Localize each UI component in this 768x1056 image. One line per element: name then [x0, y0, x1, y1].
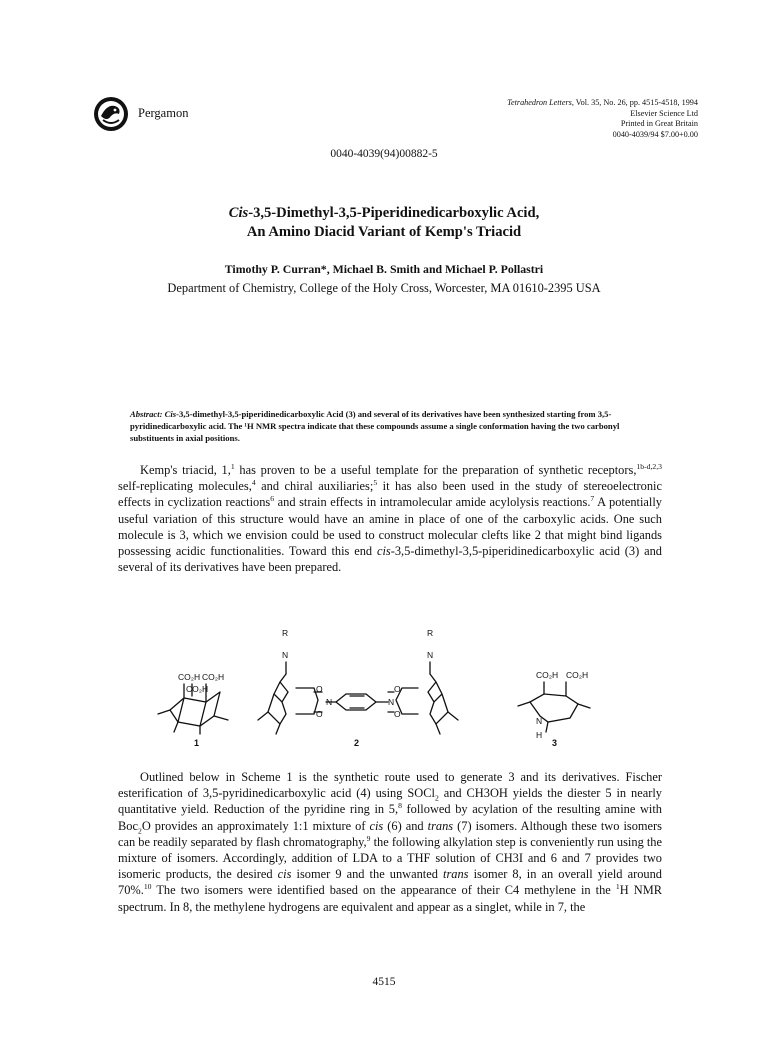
- svg-text:CO₂H: CO₂H: [186, 684, 209, 694]
- svg-text:O: O: [394, 684, 401, 694]
- svg-text:CO₂H: CO₂H: [566, 670, 589, 680]
- structure-3: [518, 682, 590, 732]
- price-line: 0040-4039/94 $7.00+0.00: [612, 129, 698, 139]
- paper-title: Cis-3,5-Dimethyl-3,5-Piperidinedicarboxylic Acid, An Amino Diacid Variant of Kemp's Triacid: [228, 205, 540, 240]
- svg-text:N: N: [282, 650, 289, 660]
- svg-text:N: N: [326, 697, 333, 707]
- svg-text:N: N: [536, 716, 543, 726]
- printed-line: Printed in Great Britain: [620, 119, 698, 129]
- svg-text:R: R: [427, 628, 434, 638]
- body-paragraph-2: Outlined below in Scheme 1 is the synthetic route used to generate 3 and its derivatives. Fischer esterification of 3,5-pyridinedicarboxylic acid (4) using SOCl$_2$ and CH3OH yields the diester 5 in nearly quantitative yield. Reduction of the pyridine ring in 5,$^8$ followed by acylation of the resulting amine with Boc$_2$O provides an approximately 1:1 mixture of cis (6) and trans (7) isomers. Although these two isomers can be readily separated by flash chromatography,$^9$ the following alkylation step is conveniently run using the mixture of isomers. Accordingly, addition of LDA to a THF solution of CH3I and 6 and 7 provides two isomeric products, the desired cis isomer 9 and the unwanted trans isomer 8, in an overall yield around 70%.$^{10}$ The two isomers were identified based on the appearance of their C4 methylene in the $^1$H NMR spectrum. In 8, the methylene hydrogens are equivalent and appear as a singlet, while in 7, the: [118, 770, 663, 914]
- affiliation: Department of Chemistry, College of the Holy Cross, Worcester, MA 01610-2395 USA: [167, 281, 601, 295]
- svg-text:R: R: [282, 628, 289, 638]
- abstract-label: Abstract:: [130, 409, 163, 419]
- svg-text:N: N: [427, 650, 434, 660]
- publisher-name: Pergamon: [138, 106, 189, 120]
- svg-text:O: O: [394, 709, 401, 719]
- structure-label-1: 1: [194, 738, 200, 748]
- svg-text:H: H: [536, 730, 543, 740]
- pergamon-logo-icon: [93, 96, 129, 132]
- svg-text:N: N: [388, 697, 395, 707]
- svg-text:O: O: [316, 709, 323, 719]
- svg-text:CO₂H: CO₂H: [202, 672, 225, 682]
- body-paragraph-1: Kemp's triacid, 1,$^1$ has proven to be a useful template for the preparation of synthetic receptors,$^{1b-d,2,3}$ self-replicating molecules,$^4$ and chiral auxiliaries;$^5$ it has also been used in the study of stereoelectronic effects in cyclization reactions$^6$ and strain effects in intramolecular amide acylolysis reactions.$^7$ A potentially useful variation of this structure would have an amine in place of one of the carboxylic acids. One such molecule is 3, which we envision could be used to construct molecular clefts like 2 that might bind ligands possessing acidic functionalities. Toward this end cis-3,5-dimethyl-3,5-piperidinedicarboxylic acid (3) and several of its derivatives have been prepared.: [118, 461, 662, 575]
- structure-2: [258, 662, 458, 734]
- abstract: Abstract: Cis-3,5-dimethyl-3,5-piperidinedicarboxylic Acid (3) and several of its derivatives have been synthesized starting from 3,5-pyridinedicarboxylic acid. The ¹H NMR spectra indicate that these compounds assume a single conformation having the two carbonyl substituents in axial positions.: [130, 409, 620, 443]
- doi-code: 0040-4039(94)00882-5: [330, 148, 438, 160]
- journal-name: Tetrahedron Letters: [507, 98, 572, 107]
- svg-text:O: O: [316, 684, 323, 694]
- journal-info: [507, 98, 698, 140]
- page-number: 4515: [372, 976, 396, 988]
- svg-text:CO₂H: CO₂H: [178, 672, 201, 682]
- journal-citation: Tetrahedron Letters, Vol. 35, No. 26, pp. 4515-4518, 1994: [507, 98, 698, 107]
- copyright-line: Elsevier Science Ltd: [630, 108, 698, 118]
- structure-label-3: 3: [552, 738, 558, 748]
- structure-label-2: 2: [354, 738, 360, 748]
- structures-figure: [118, 622, 662, 752]
- svg-text:CO₂H: CO₂H: [536, 670, 559, 680]
- authors: Timothy P. Curran*, Michael B. Smith and Michael P. Pollastri: [224, 262, 544, 276]
